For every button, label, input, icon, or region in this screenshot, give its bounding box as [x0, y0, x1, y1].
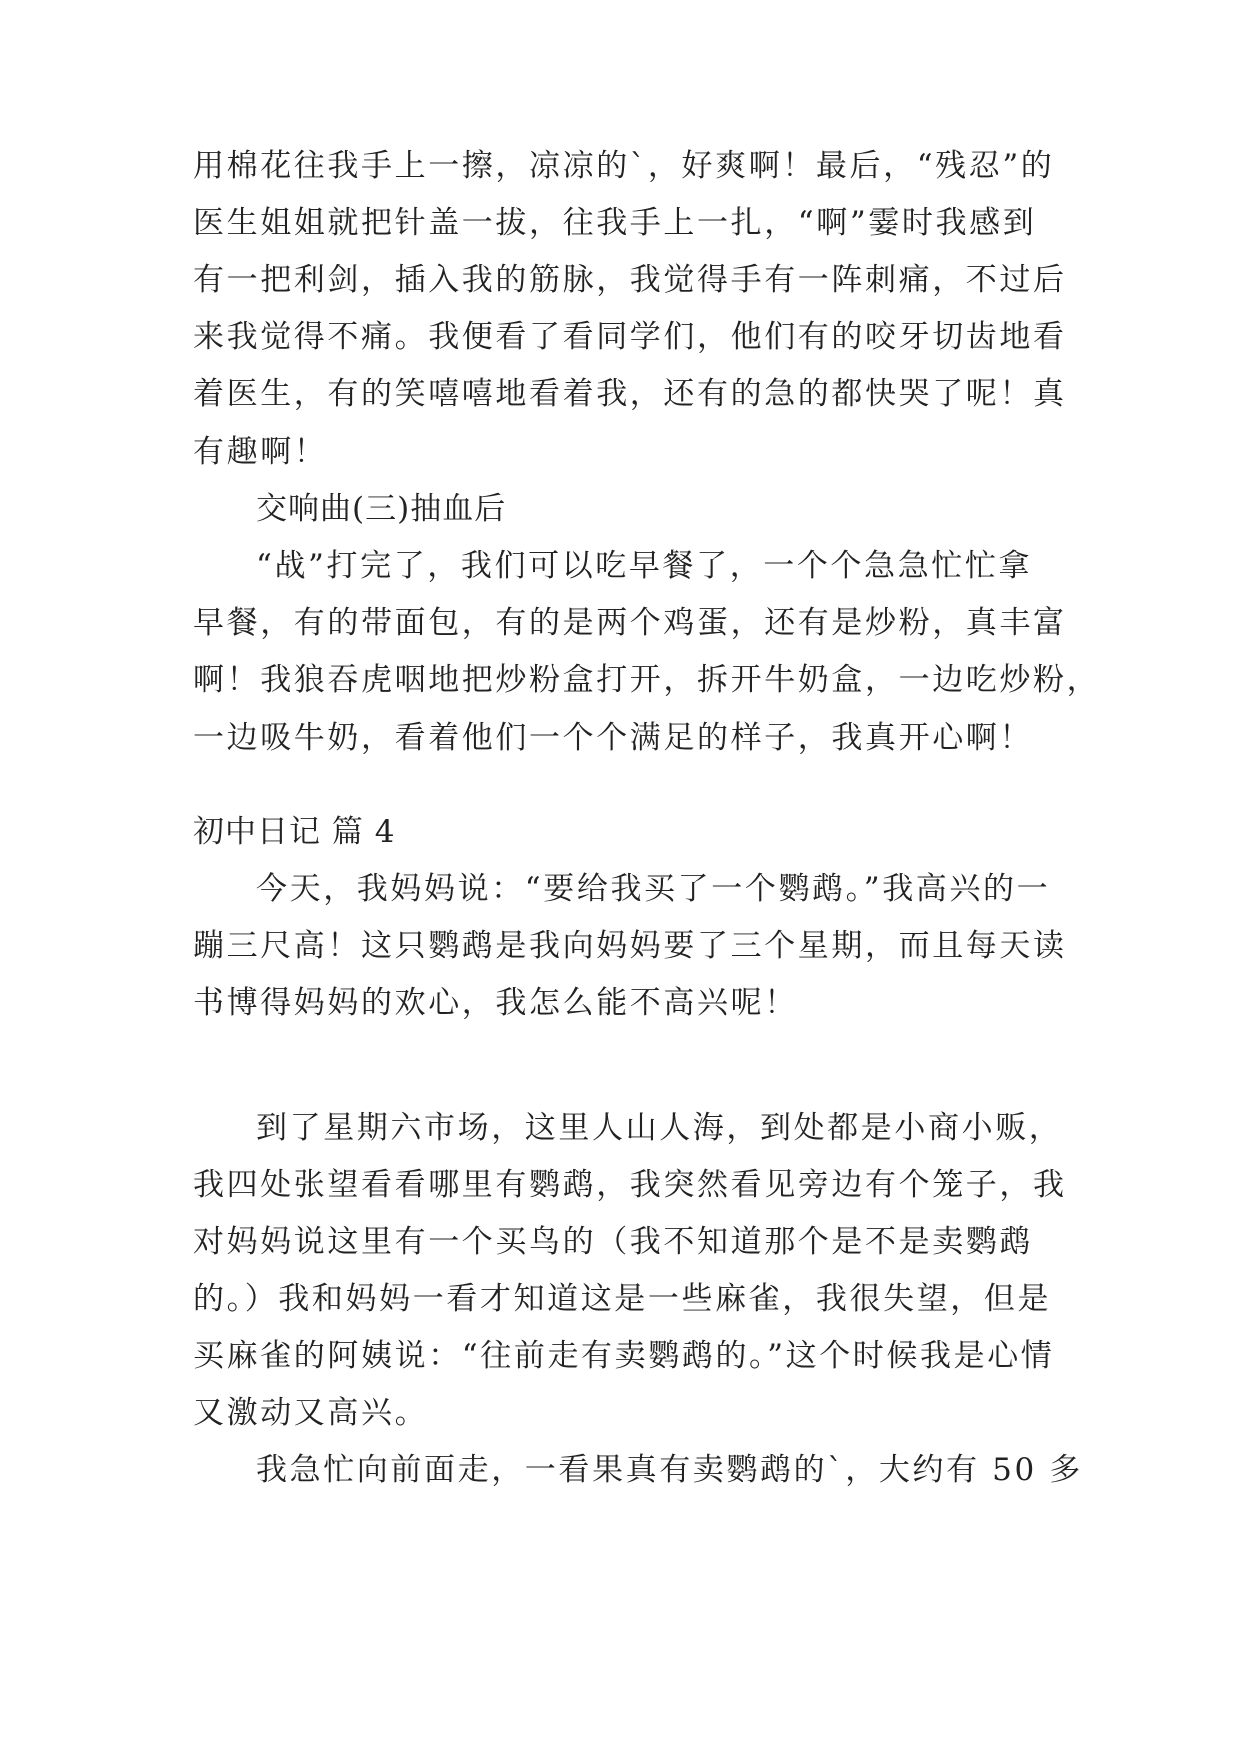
paragraph-line: 一边吸牛奶，看着他们一个个满足的样子，我真开心啊！	[193, 720, 1033, 756]
paragraph-line: 对妈妈说这里有一个买鸟的（我不知道那个是不是卖鹦鹉	[193, 1224, 1033, 1260]
paragraph-line: 用棉花往我手上一擦，凉凉的`，好爽啊！最后，“残忍”的	[193, 148, 1055, 184]
paragraph-line: 我急忙向前面走，一看果真有卖鹦鹉的`，大约有 50 多	[256, 1452, 1083, 1488]
paragraph-line: 医生姐姐就把针盖一拔，往我手上一扎，“啊”霎时我感到	[193, 205, 1037, 241]
paragraph-line: 买麻雀的阿姨说：“往前走有卖鹦鹉的。”这个时候我是心情	[193, 1338, 1055, 1374]
paragraph-line: 书博得妈妈的欢心，我怎么能不高兴呢！	[193, 985, 798, 1021]
paragraph-line: 有一把利剑，插入我的筋脉，我觉得手有一阵刺痛，不过后	[193, 262, 1067, 298]
paragraph-line: 今天，我妈妈说：“要给我买了一个鹦鹉。”我高兴的一	[256, 871, 1051, 907]
paragraph-line: 啊！我狼吞虎咽地把炒粉盒打开，拆开牛奶盒，一边吃炒粉，	[193, 662, 1101, 698]
paragraph-line: 到了星期六市场，这里人山人海，到处都是小商小贩，	[256, 1110, 1063, 1146]
paragraph-line: 又激动又高兴。	[193, 1395, 429, 1431]
paragraph-line: “战”打完了，我们可以吃早餐了，一个个急急忙忙拿	[256, 548, 1033, 584]
paragraph-line: 我四处张望看看哪里有鹦鹉，我突然看见旁边有个笼子，我	[193, 1167, 1067, 1203]
article-title: 初中日记 篇 4	[193, 814, 396, 850]
paragraph-line: 的。）我和妈妈一看才知道这是一些麻雀，我很失望，但是	[193, 1281, 1052, 1317]
paragraph-line: 有趣啊！	[193, 434, 328, 470]
paragraph-line: 来我觉得不痛。我便看了看同学们，他们有的咬牙切齿地看	[193, 319, 1067, 355]
section-heading: 交响曲(三)抽血后	[256, 491, 507, 527]
paragraph-line: 早餐，有的带面包，有的是两个鸡蛋，还有是炒粉，真丰富	[193, 605, 1067, 641]
paragraph-line: 蹦三尺高！这只鹦鹉是我向妈妈要了三个星期，而且每天读	[193, 928, 1067, 964]
paragraph-line: 着医生，有的笑嘻嘻地看着我，还有的急的都快哭了呢！真	[193, 376, 1067, 412]
